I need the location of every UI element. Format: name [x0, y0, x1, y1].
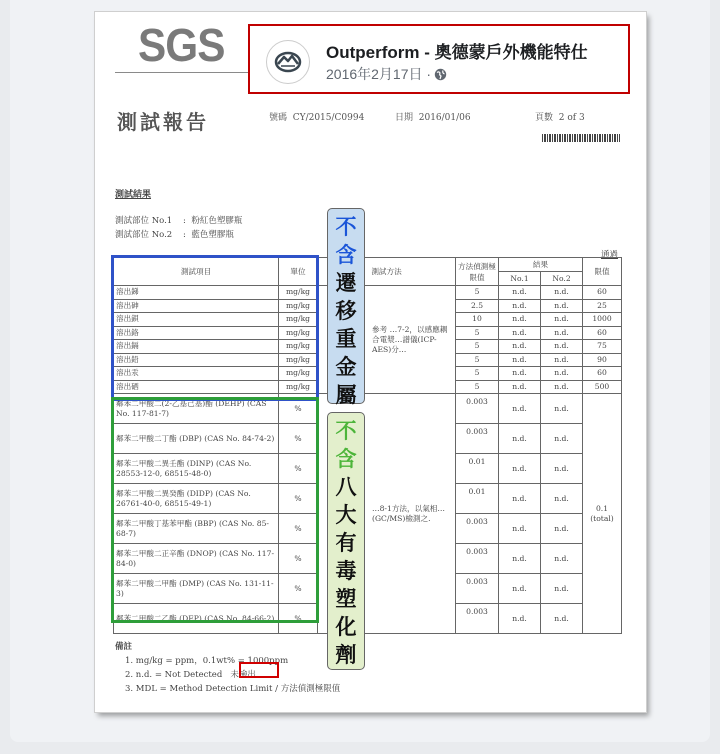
- item-result-2: n.d.: [541, 313, 583, 327]
- item-mdl: 5: [456, 367, 499, 381]
- header-no2: No.2: [541, 272, 583, 286]
- callout-char: 含: [335, 447, 357, 471]
- phthalate-limit: 0.1 (total): [583, 394, 622, 634]
- note-3: 3. MDL = Method Detection Limit / 方法偵測極限值: [125, 684, 341, 694]
- report-no-label: 號碼: [269, 113, 288, 123]
- header-mdl: 方法偵測極限值: [456, 258, 499, 286]
- item-mdl: 0.003: [456, 604, 499, 634]
- heavy-metals-callout: [327, 208, 365, 407]
- callout-char: 大: [335, 503, 357, 527]
- sample-2-colon: :: [183, 230, 186, 240]
- item-result-1: n.d.: [499, 313, 541, 327]
- item-unit: %: [279, 604, 318, 634]
- callout-char: 含: [335, 243, 357, 267]
- item-name: 鄰苯二甲酸二乙酯 (DEP) (CAS No. 84-66-2): [114, 604, 279, 634]
- callout-char: 不: [335, 215, 357, 239]
- header-no1: No.1: [499, 272, 541, 286]
- report-date: [395, 110, 471, 123]
- item-unit: mg/kg: [279, 326, 318, 340]
- item-name: 溶出汞: [114, 367, 279, 381]
- header-result: 結果: [499, 258, 583, 272]
- item-result-2: n.d.: [541, 484, 583, 514]
- item-mdl: 0.003: [456, 544, 499, 574]
- item-result-2: n.d.: [541, 604, 583, 634]
- sgs-logo: SGS: [138, 19, 225, 71]
- phthalates-highlight-box: [111, 397, 319, 623]
- item-result-1: n.d.: [499, 454, 541, 484]
- metal-method: 參考 …7-2，以感應耦合電漿…譜儀(ICP-AES)分…: [318, 286, 456, 394]
- post-date[interactable]: [326, 64, 447, 84]
- item-result-1: n.d.: [499, 367, 541, 381]
- item-result-1: n.d.: [499, 380, 541, 394]
- phthalate-method: …8-1方法，以氣相…(GC/MS)檢測之.: [318, 394, 456, 634]
- mountain-logo-icon: [267, 41, 309, 83]
- item-limit: 60: [583, 367, 622, 381]
- globe-icon: [434, 68, 447, 81]
- plasticizer-callout: [327, 412, 365, 670]
- item-result-2: n.d.: [541, 514, 583, 544]
- callout-char: 毒: [335, 559, 357, 583]
- item-result-2: n.d.: [541, 574, 583, 604]
- callout-char: 有: [335, 531, 357, 555]
- item-limit: 90: [583, 353, 622, 367]
- item-result-2: n.d.: [541, 299, 583, 313]
- item-result-2: n.d.: [541, 394, 583, 424]
- item-mdl: 5: [456, 326, 499, 340]
- metals-highlight-box: [111, 255, 319, 401]
- report-page: [535, 110, 585, 123]
- item-name: 鄰苯二甲酸二異癸酯 (DIDP) (CAS No. 26761-40-0, 68515-49-1): [114, 484, 279, 514]
- item-result-2: n.d.: [541, 367, 583, 381]
- item-limit: 1000: [583, 313, 622, 327]
- item-unit: %: [279, 394, 318, 424]
- item-result-2: n.d.: [541, 286, 583, 300]
- item-result-1: n.d.: [499, 326, 541, 340]
- item-unit: mg/kg: [279, 299, 318, 313]
- item-result-1: n.d.: [499, 353, 541, 367]
- item-limit: 75: [583, 340, 622, 354]
- item-result-2: n.d.: [541, 424, 583, 454]
- item-result-1: n.d.: [499, 394, 541, 424]
- item-name: 溶出鋇: [114, 313, 279, 327]
- item-name: 鄰苯二甲酸二異壬酯 (DINP) (CAS No. 28553-12-0, 68515-48-0): [114, 454, 279, 484]
- item-result-1: n.d.: [499, 514, 541, 544]
- item-unit: %: [279, 424, 318, 454]
- item-mdl: 0.01: [456, 454, 499, 484]
- post-card: [10, 0, 710, 742]
- item-result-2: n.d.: [541, 326, 583, 340]
- nd-highlight-box: [239, 662, 279, 678]
- item-name: 鄰苯二甲酸二甲酯 (DMP) (CAS No. 131-11-3): [114, 574, 279, 604]
- item-limit: 60: [583, 326, 622, 340]
- header-item: 測試項目: [114, 258, 279, 286]
- item-name: 溶出鉛: [114, 353, 279, 367]
- item-limit: 25: [583, 299, 622, 313]
- callout-char: 遷: [335, 271, 357, 295]
- callout-char: 化: [335, 615, 357, 639]
- notes-label: 備註: [115, 642, 133, 652]
- header-unit: 單位: [279, 258, 318, 286]
- sample-2: [115, 228, 234, 240]
- callout-char: 不: [335, 419, 357, 443]
- item-result-1: n.d.: [499, 574, 541, 604]
- item-unit: mg/kg: [279, 313, 318, 327]
- item-mdl: 5: [456, 353, 499, 367]
- item-result-1: n.d.: [499, 484, 541, 514]
- item-result-2: n.d.: [541, 353, 583, 367]
- item-name: 溶出銻: [114, 286, 279, 300]
- callout-char: 塑: [335, 587, 357, 611]
- item-limit: 500: [583, 380, 622, 394]
- page-name-link[interactable]: Outperform - 奧德蒙戶外機能特仕: [326, 43, 588, 62]
- item-unit: %: [279, 514, 318, 544]
- item-unit: mg/kg: [279, 380, 318, 394]
- sample-1: [115, 214, 242, 226]
- item-name: 鄰苯二甲酸二正辛酯 (DNOP) (CAS No. 117-84-0): [114, 544, 279, 574]
- item-name: 溶出硒: [114, 380, 279, 394]
- item-unit: %: [279, 544, 318, 574]
- nd-meaning: 未檢出: [230, 670, 256, 680]
- item-result-1: n.d.: [499, 424, 541, 454]
- item-mdl: 5: [456, 380, 499, 394]
- item-result-1: n.d.: [499, 299, 541, 313]
- item-result-1: n.d.: [499, 340, 541, 354]
- item-result-2: n.d.: [541, 454, 583, 484]
- sample-1-colon: :: [183, 216, 186, 226]
- item-mdl: 0.01: [456, 484, 499, 514]
- report-no: [269, 110, 364, 123]
- header-limit: 限值: [583, 258, 622, 286]
- sample-1-label: 測試部位 No.1: [115, 216, 173, 226]
- report-date-value: 2016/01/06: [418, 113, 471, 123]
- item-result-2: n.d.: [541, 340, 583, 354]
- item-unit: mg/kg: [279, 340, 318, 354]
- facebook-post-header[interactable]: [248, 24, 630, 94]
- sample-2-desc: 藍色塑膠瓶: [191, 230, 234, 240]
- item-unit: %: [279, 454, 318, 484]
- item-mdl: 0.003: [456, 394, 499, 424]
- callout-char: 劑: [335, 643, 357, 667]
- logo-underline: [115, 72, 255, 73]
- callout-char: 八: [335, 475, 357, 499]
- item-unit: %: [279, 484, 318, 514]
- item-result-2: n.d.: [541, 380, 583, 394]
- section-heading: 測試結果: [115, 190, 152, 200]
- sample-1-desc: 粉紅色塑膠瓶: [191, 216, 243, 226]
- report-no-value: CY/2015/C0994: [292, 113, 365, 123]
- callout-char: 金: [335, 355, 357, 379]
- item-result-1: n.d.: [499, 604, 541, 634]
- report-page-value: 2 of 3: [558, 113, 585, 123]
- item-unit: mg/kg: [279, 353, 318, 367]
- item-result-1: n.d.: [499, 286, 541, 300]
- item-result-2: n.d.: [541, 544, 583, 574]
- note-2: [125, 668, 256, 680]
- item-mdl: 5: [456, 340, 499, 354]
- item-limit: 60: [583, 286, 622, 300]
- callout-char: 移: [335, 299, 357, 323]
- item-mdl: 10: [456, 313, 499, 327]
- item-name: 鄰苯二甲酸二(2-乙基己基)酯 (DEHP) (CAS No. 117-81-7): [114, 394, 279, 424]
- item-mdl: 0.003: [456, 574, 499, 604]
- item-name: 鄰苯二甲酸丁基苯甲酯 (BBP) (CAS No. 85-68-7): [114, 514, 279, 544]
- pass-label: 通過: [601, 250, 619, 260]
- report-title: 測試報告: [117, 110, 209, 134]
- item-name: 溶出砷: [114, 299, 279, 313]
- item-name: 溶出鎘: [114, 340, 279, 354]
- item-mdl: 5: [456, 286, 499, 300]
- header-method: 測試方法: [318, 258, 456, 286]
- item-mdl: 0.003: [456, 514, 499, 544]
- item-unit: mg/kg: [279, 367, 318, 381]
- item-mdl: 0.003: [456, 424, 499, 454]
- post-date-text[interactable]: 2016年2月17日 ·: [326, 66, 432, 82]
- item-unit: %: [279, 574, 318, 604]
- barcode: [542, 134, 620, 142]
- page-avatar[interactable]: [266, 40, 310, 84]
- report-date-label: 日期: [395, 113, 414, 123]
- sgs-report-image[interactable]: [95, 12, 646, 712]
- note-1: 1. mg/kg = ppm，0.1wt% = 1000ppm: [125, 656, 289, 666]
- item-name: 鄰苯二甲酸二丁酯 (DBP) (CAS No. 84-74-2): [114, 424, 279, 454]
- item-mdl: 2.5: [456, 299, 499, 313]
- callout-char: 屬: [335, 383, 357, 407]
- report-page-label: 頁數: [535, 113, 554, 123]
- item-result-1: n.d.: [499, 544, 541, 574]
- sample-2-label: 測試部位 No.2: [115, 230, 173, 240]
- callout-char: 重: [335, 327, 357, 351]
- item-unit: mg/kg: [279, 286, 318, 300]
- item-name: 溶出鉻: [114, 326, 279, 340]
- note-2-text: 2. n.d. = Not Detected: [125, 670, 223, 680]
